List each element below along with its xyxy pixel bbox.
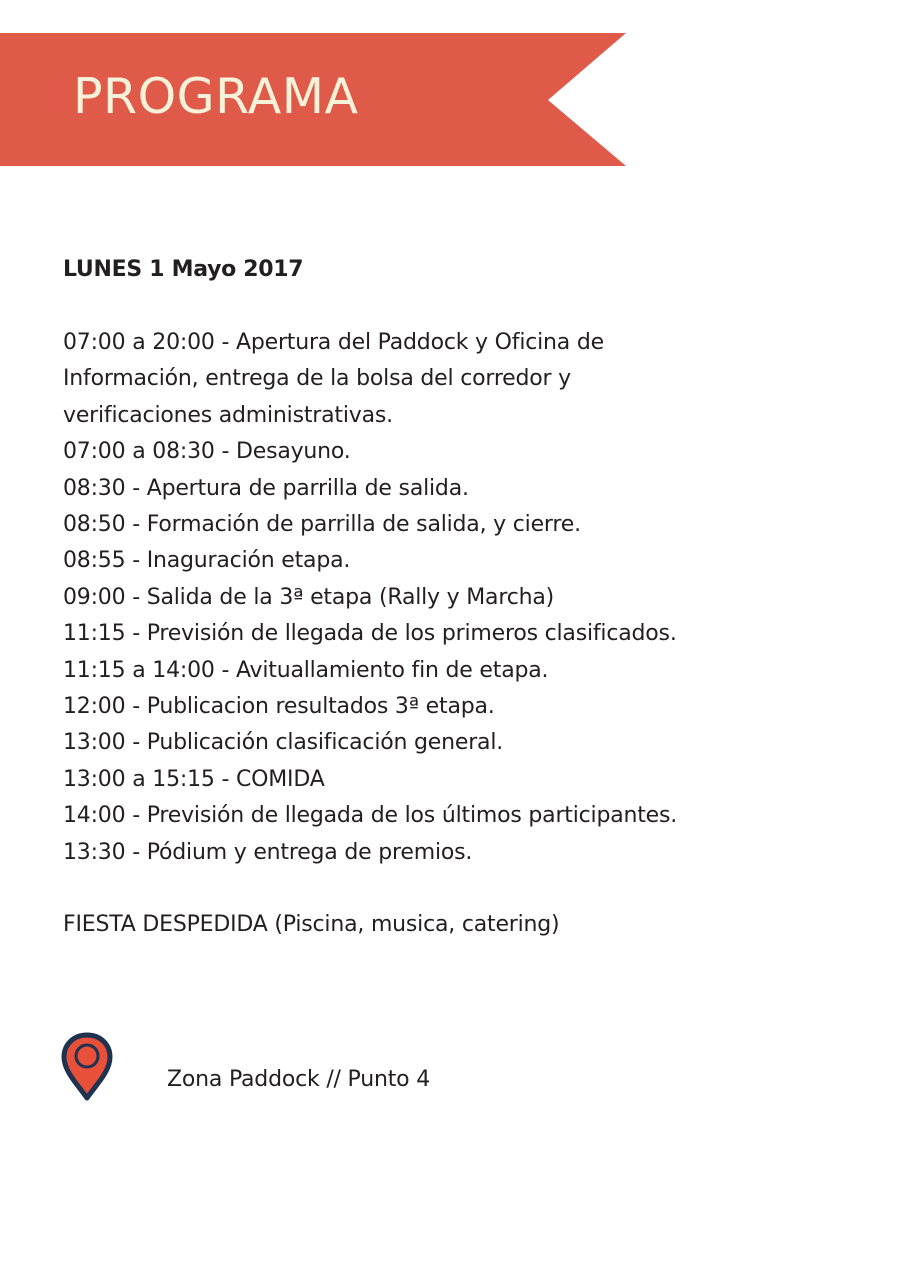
day-heading: LUNES 1 Mayo 2017: [63, 257, 304, 282]
page-title: PROGRAMA: [73, 68, 359, 125]
schedule-line: 13:30 - Pódium y entrega de premios.: [63, 839, 473, 865]
schedule-line: verificaciones administrativas.: [63, 402, 393, 428]
schedule-line: 08:55 - Inaguración etapa.: [63, 548, 351, 574]
map-pin-icon: [61, 1032, 113, 1102]
schedule-list: [63, 325, 863, 871]
schedule-line: 08:50 - Formación de parrilla de salida, y cierre.: [63, 512, 581, 538]
schedule-line: 07:00 a 20:00 - Apertura del Paddock y Oficina de: [63, 330, 604, 355]
schedule-line: Información, entrega de la bolsa del corredor y: [63, 366, 571, 392]
schedule-line: 12:00 - Publicacion resultados 3ª etapa.: [63, 694, 495, 720]
location-text: Zona Paddock // Punto 4: [167, 1067, 430, 1092]
schedule-line: 07:00 a 08:30 - Desayuno.: [63, 439, 351, 465]
schedule-line: 09:00 - Salida de la 3ª etapa (Rally y Marcha): [63, 584, 554, 610]
schedule-line: 13:00 - Publicación clasificación general.: [63, 730, 504, 756]
schedule-line: 11:15 a 14:00 - Avituallamiento fin de etapa.: [63, 657, 549, 683]
party-note: FIESTA DESPEDIDA (Piscina, musica, catering): [63, 912, 560, 937]
schedule-line: 08:30 - Apertura de parrilla de salida.: [63, 475, 469, 501]
schedule-line: 11:15 - Previsión de llegada de los primeros clasificados.: [63, 621, 677, 647]
schedule-line: 13:00 a 15:15 - COMIDA: [63, 766, 325, 792]
schedule-line: 14:00 - Previsión de llegada de los últimos participantes.: [63, 803, 678, 829]
